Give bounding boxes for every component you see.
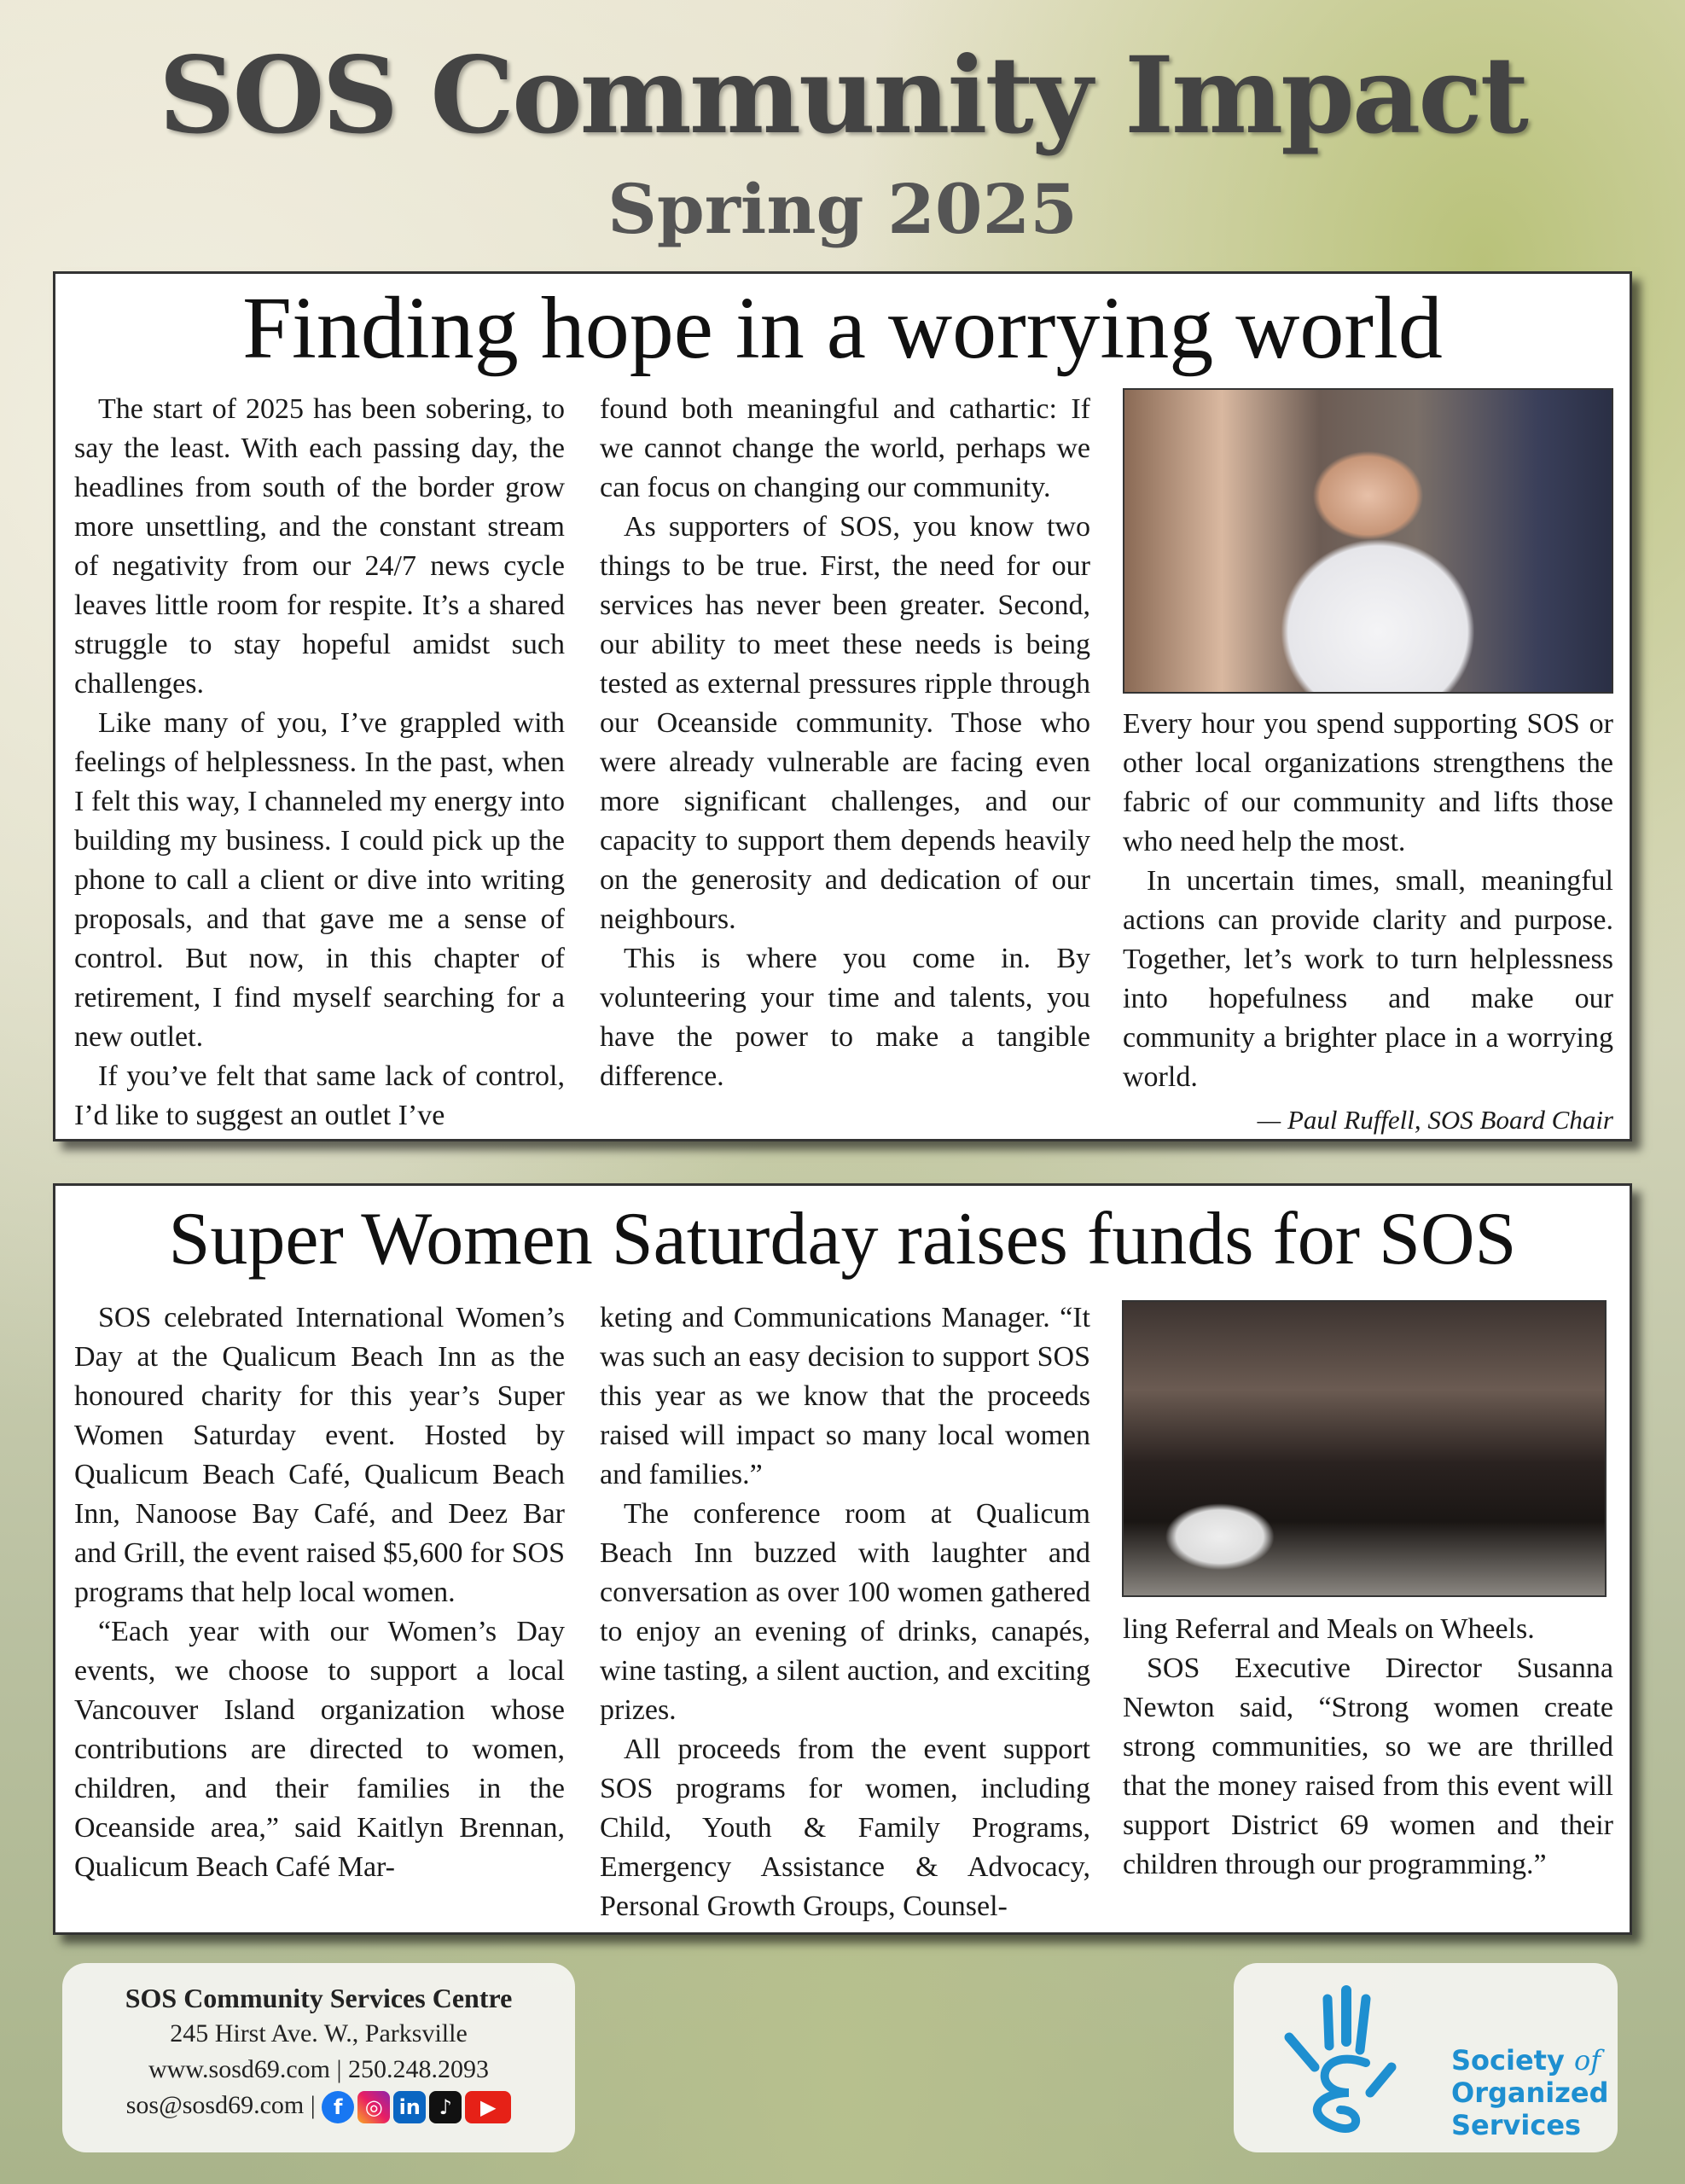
logo-line-3: Services [1451, 2109, 1582, 2141]
paragraph: SOS celebrated International Women’s Day at the Qualicum Beach Inn as the honoured charity for this year’s Super Women Saturday event. Hosted by Qualicum Beach Café, Qualicum Beach Inn, Nanoose Bay Café, and Deez Bar and Grill, the event raised $5,600 for SOS programs that help local women. [74, 1302, 565, 1608]
paragraph: All proceeds from the event support SOS programs for women, including Child, Youth & Family Programs, Emergency Assistance & Advocacy, Personal Growth Groups, Counsel- [600, 1734, 1090, 1922]
paragraph: Like many of you, I’ve grappled with feelings of helplessness. In the past, when I felt this way, I channeled my energy into building my business. I could pick up the phone to call a client or dive into writing proposals, and that gave me a sense of control. But now, in this chapter of retirement, I find myself searching for a new outlet. [74, 707, 565, 1053]
sos-logo-card [1234, 1963, 1618, 2152]
paragraph: If you’ve felt that same lack of control, I’d like to suggest an outlet I’ve [74, 1060, 565, 1131]
article-column-1 [74, 390, 565, 1136]
paragraph: ling Referral and Meals on Wheels. [1123, 1613, 1535, 1645]
photo-event-crowd [1122, 1300, 1607, 1597]
article-column-1 [74, 1298, 565, 1887]
instagram-icon[interactable]: ◎ [357, 2091, 390, 2123]
article-column-3 [1123, 1610, 1613, 1885]
website-phone[interactable]: www.sosd69.com | 250.248.2093 [148, 2055, 490, 2083]
paragraph: Every hour you spend supporting SOS or other local organizations strengthens the fabric of our community and lifts those who need help the most. [1123, 708, 1613, 857]
article-headline: Super Women Saturday raises funds for SOS [168, 1198, 1517, 1281]
logo-line-1: Society [1451, 2044, 1565, 2077]
facebook-icon[interactable]: f [322, 2091, 354, 2123]
paragraph: SOS Executive Director Susanna Newton said, “Strong women create strong communities, so we are thrilled that the money raised from this event will support District 69 women and their children through our programming.” [1123, 1653, 1613, 1880]
photo-board-chair [1123, 388, 1613, 694]
logo-of: of [1573, 2044, 1601, 2077]
paragraph: “Each year with our Women’s Day events, we choose to support a local Vancouver Island organization whose contributions are directed to women, children, and their families in the Oceanside area,” said Kaitlyn Brennan, Qualicum Beach Café Mar- [74, 1616, 565, 1883]
email-row [62, 2088, 575, 2123]
paragraph: In uncertain times, small, meaningful actions can provide clarity and purpose. Together, let’s work to turn helplessness into hopefulness and make our community a brighter place in a worrying world. [1123, 865, 1613, 1093]
logo-line-2: Organized [1451, 2077, 1609, 2109]
contact-card [62, 1963, 575, 2152]
paragraph: The conference room at Qualicum Beach Inn buzzed with laughter and conversation as over 100 women gathered to enjoy an evening of drinks, canapés, wine tasting, a silent auction, and exciting prizes. [600, 1498, 1090, 1726]
article-headline: Finding hope in a worrying world [242, 279, 1443, 377]
signature: — Paul Ruffell, SOS Board Chair [1257, 1105, 1613, 1135]
article-column-3 [1123, 705, 1613, 1140]
org-name: SOS Community Services Centre [125, 1983, 513, 2013]
issue-label: Spring 2025 [607, 169, 1078, 249]
youtube-icon[interactable]: ▶ [465, 2091, 511, 2123]
logo-text [1451, 2044, 1608, 2141]
hand-logo-icon [1268, 1973, 1413, 2144]
paragraph: keting and Communications Manager. “It was such an easy decision to support SOS this year as we know that the proceeds raised will impact so many local women and families.” [600, 1302, 1090, 1490]
article-column-2 [600, 390, 1090, 1096]
tiktok-icon[interactable]: ♪ [429, 2091, 462, 2123]
article-finding-hope [53, 271, 1632, 1141]
email-link[interactable]: sos@sosd69.com | [125, 2091, 316, 2119]
address: 245 Hirst Ave. W., Parksville [170, 2019, 468, 2048]
linkedin-icon[interactable]: in [393, 2091, 426, 2123]
social-icons [322, 2091, 511, 2123]
article-column-2 [600, 1298, 1090, 1926]
paragraph: found both meaningful and cathartic: If we cannot change the world, perhaps we can focus on changing our community. [600, 393, 1090, 503]
paragraph: As supporters of SOS, you know two things to be true. First, the need for our services has never been greater. Second, our ability to meet these needs is being tested as external pressures ripple through our Oceanside community. Those who were already vulnerable are facing even more significant challenges, and our capacity to support them depends heavily on the generosity and dedication of our neighbours. [600, 511, 1090, 935]
article-super-women [53, 1183, 1632, 1935]
masthead-title: SOS Community Impact [158, 34, 1527, 158]
paragraph: This is where you come in. By volunteering your time and talents, you have the power to make a tangible difference. [600, 943, 1090, 1092]
paragraph: The start of 2025 has been sobering, to say the least. With each passing day, the headlines from south of the border grow more unsettling, and the constant stream of negativity from our 24/7 news cycle leaves little room for respite. It’s a shared struggle to stay hopeful amidst such challenges. [74, 393, 565, 700]
